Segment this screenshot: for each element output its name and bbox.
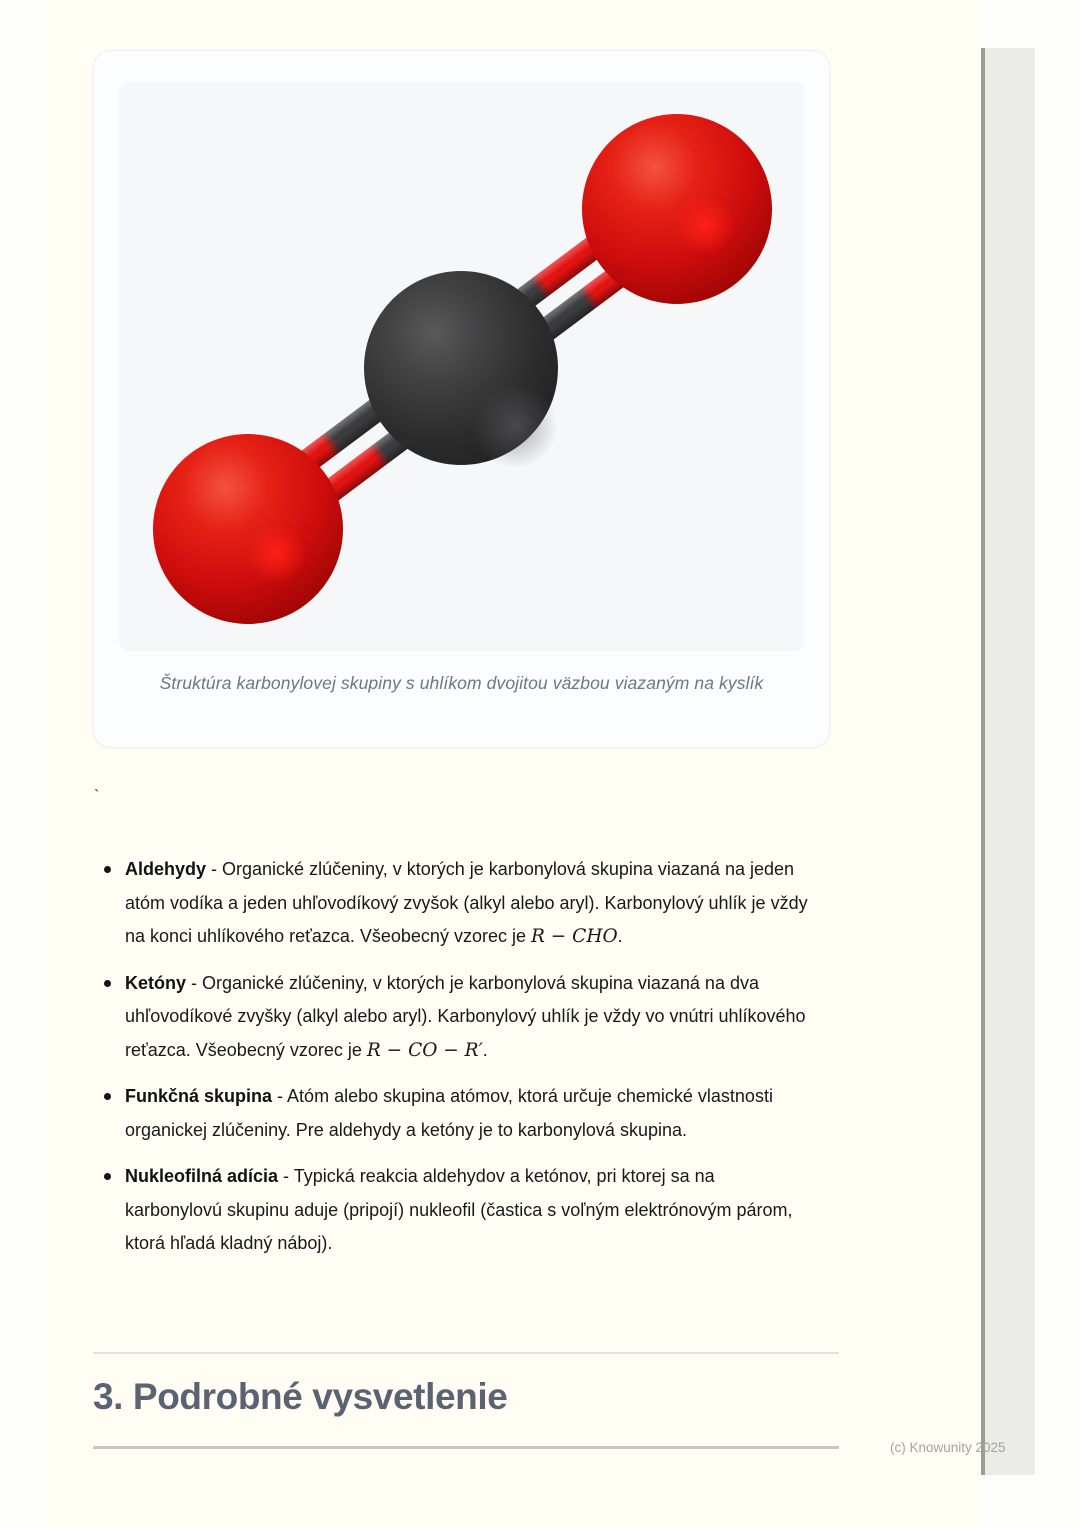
definition-term: Ketóny bbox=[125, 972, 187, 993]
definition-desc: - Organické zlúčeniny, v ktorých je karbonylová skupina viazaná na jeden atóm vodíka a jeden uhľovodíkový zvyšok (alkyl alebo aryl). Karbonylový uhlík je vždy na konci uhlíkového reťazca. Všeobecný vzorec je bbox=[125, 859, 808, 946]
formula: R − CO − R′ bbox=[366, 1039, 483, 1061]
carbon-atom bbox=[364, 271, 558, 465]
definition-desc: - Organické zlúčeniny, v ktorých je karbonylová skupina viazaná na dva uhľovodíkové zvyšky (alkyl alebo aryl). Karbonylový uhlík je vždy vo vnútri uhlíkového reťazca. Všeobecný vzorec je bbox=[125, 972, 806, 1060]
definition-desc: - Typická reakcia aldehydov a ketónov, pri ktorej sa na karbonylovú skupinu aduje (pripojí) nukleofil (častica s voľným elektrónovým párom, ktorá hľadá kladný náboj). bbox=[125, 1166, 793, 1253]
list-item bbox=[93, 1160, 843, 1261]
definition-text bbox=[125, 967, 809, 1068]
bullet-icon bbox=[104, 980, 111, 987]
definition-tail: . bbox=[617, 926, 623, 946]
document-page bbox=[48, 0, 981, 1528]
list-item bbox=[93, 853, 843, 954]
specular-highlight bbox=[674, 194, 736, 256]
definition-list bbox=[93, 853, 843, 1274]
definition-tail: . bbox=[482, 1039, 488, 1060]
definition-desc: - Atóm alebo skupina atómov, ktorá určuje chemické vlastnosti organickej zlúčeniny. Pre aldehydy a ketóny je to karbonylová skupina. bbox=[125, 1086, 773, 1140]
definition-text bbox=[125, 1080, 809, 1147]
definition-text bbox=[125, 853, 809, 954]
section-heading: 3. Podrobné vysvetlenie bbox=[93, 1376, 508, 1417]
list-item bbox=[93, 967, 843, 1068]
bullet-icon bbox=[104, 1173, 111, 1180]
list-item bbox=[93, 1080, 843, 1147]
definition-text bbox=[125, 1160, 809, 1261]
figure-caption: Štruktúra karbonylovej skupiny s uhlíkom dvojitou väzbou viazaným na kyslík bbox=[159, 673, 764, 693]
divider-rule-top bbox=[93, 1352, 839, 1354]
bullet-icon bbox=[104, 866, 111, 873]
stray-backtick-character: ` bbox=[94, 788, 100, 805]
molecule-image bbox=[119, 81, 804, 651]
specular-highlight bbox=[472, 383, 558, 469]
scrollbar-track[interactable] bbox=[981, 48, 1035, 1475]
definition-term: Aldehydy bbox=[125, 859, 207, 879]
oxygen-atom-upper bbox=[582, 114, 772, 304]
oxygen-atom-lower bbox=[153, 434, 343, 624]
bullet-icon bbox=[104, 1093, 111, 1100]
heading-underline-rule bbox=[93, 1446, 839, 1449]
watermark-text: (c) Knowunity 2025 bbox=[890, 1440, 1006, 1455]
figure-card bbox=[93, 50, 830, 748]
formula: R − CHO bbox=[530, 926, 618, 947]
specular-highlight bbox=[245, 522, 307, 584]
definition-term: Funkčná skupina bbox=[125, 1086, 273, 1106]
definition-term: Nukleofilná adícia bbox=[125, 1166, 279, 1186]
